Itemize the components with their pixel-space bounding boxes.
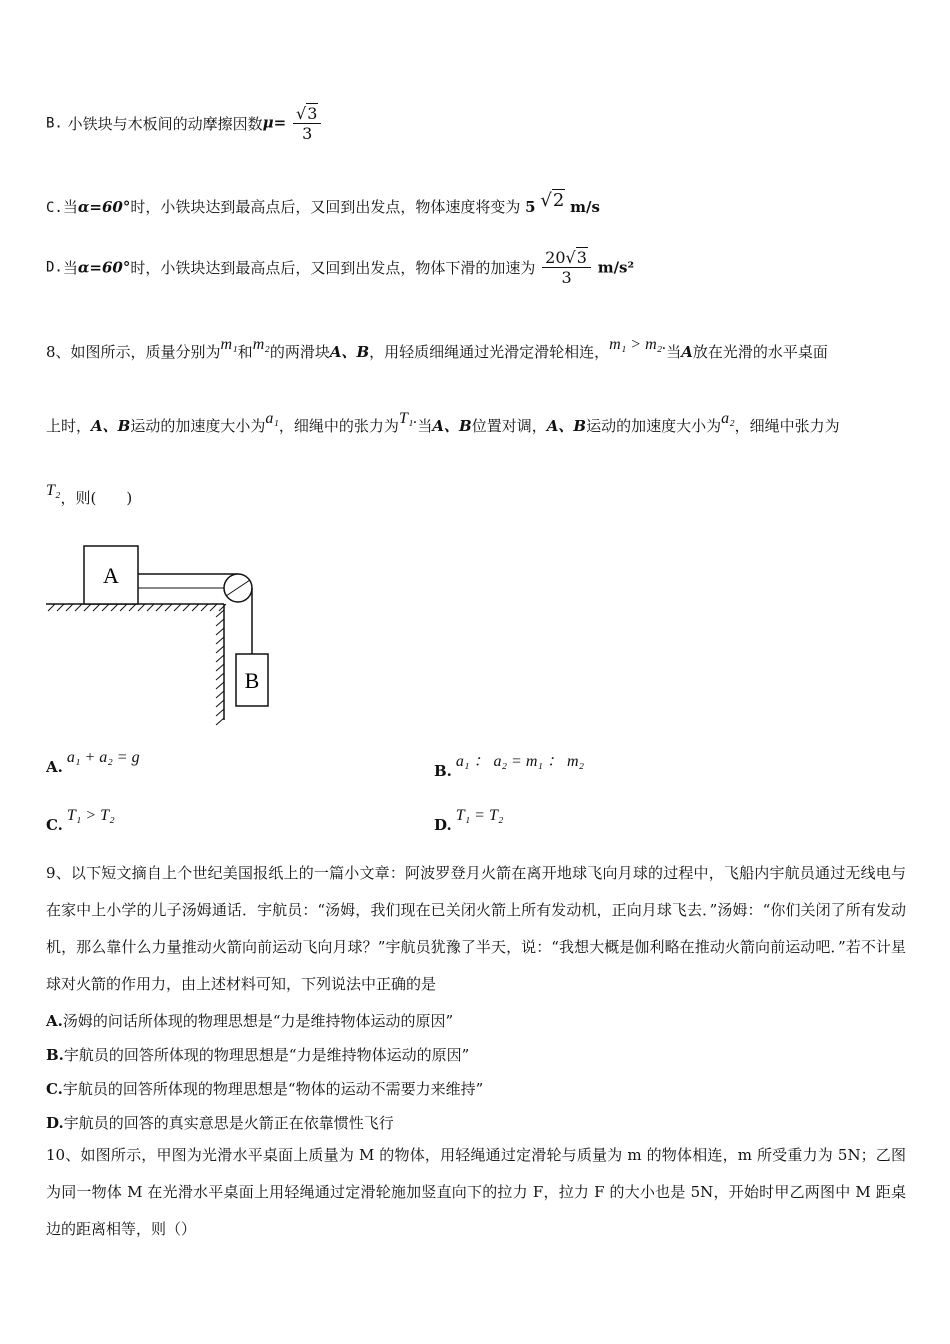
q8-option-a: A.a₁ + a₂ = g [46, 749, 140, 776]
q7-b-fraction: $\frac{√3}{3}$ [293, 104, 321, 143]
q7-c-text: 时，小铁块达到最高点后，又回到出发点，物体速度将变为 [130, 198, 521, 216]
q9-option-d: D.宇航员的回答的真实意思是火箭正在依靠惯性飞行 [46, 1114, 394, 1132]
q8-option-d: D.T₁ = T₂ [434, 807, 504, 834]
q9-option-b: B.宇航员的回答所体现的物理思想是“力是维持物体运动的原因” [46, 1046, 470, 1064]
q7-option-d: D.当α=60°时，小铁块达到最高点后，又回到出发点，物体下滑的加速为 $\frac{20√3}{3}$ m/s² [46, 248, 635, 287]
q8-option-b: B.a₁ ： a₂ = m₁ ： m₂ [434, 753, 585, 780]
q7-d-fraction: $\frac{20√3}{3}$ [542, 248, 591, 287]
q8-option-c: C.T₁ > T₂ [46, 807, 115, 834]
q7-b-mu: μ= [262, 113, 287, 132]
block-a-label: A [103, 563, 119, 588]
q8-stem-line1: 8、如图所示，质量分别为m₁和m₂的两滑块A、B，用轻质细绳通过光滑定滑轮相连，m₁ > m₂.当A放在光滑的水平桌面 [46, 336, 828, 361]
sqrt-icon: √3 [565, 248, 587, 267]
sqrt-icon: √2 [540, 190, 565, 211]
q7-option-b [46, 104, 323, 143]
q7-c-label: C. [46, 200, 63, 216]
q10-stem: 10、如图所示，甲图为光滑水平桌面上质量为 M 的物体，用轻绳通过定滑轮与质量为 m 的物体相连，m 所受重力为 5N；乙图为同一物体 M 在光滑水平桌面上用轻绳通过定滑轮施加竖直向下的拉力 F，拉力 F 的大小也是 5N，开始时甲乙两图中 M 距桌边的距离相等，则（） [46, 1146, 906, 1238]
q9-stem: 9、以下短文摘自上个世纪美国报纸上的一篇小文章：阿波罗登月火箭在离开地球飞向月球的过程中，飞船内宇航员通过无线电与在家中上小学的儿子汤姆通话．宇航员：“汤姆，我们现在已关闭火箭上所有发动机，正向月球飞去．”汤姆：“你们关闭了所有发动机，那么靠什么力量推动火箭向前运动飞向月球？”宇航员犹豫了半天，说：“我想大概是伽利略在推动火箭向前运动吧．”若不计星球对火箭的作用力，由上述材料可知，下列说法中正确的是 [46, 864, 906, 993]
q8-stem-line2: 上时，A、B运动的加速度大小为a₁，细绳中的张力为T₁.当A、B位置对调，A、B运动的加速度大小为a₂，细绳中张力为 [46, 410, 840, 435]
q8-figure [40, 538, 280, 728]
q7-c-alpha: α=60° [77, 198, 131, 216]
q7-d-label: D. [46, 259, 63, 276]
q7-b-label: B. [46, 115, 63, 132]
q8-stem-line3: T₂，则( ) [46, 482, 133, 507]
block-b-label: B [244, 668, 260, 693]
q7-b-text: 小铁块与木板间的动摩擦因数 [67, 115, 263, 133]
q7-d-text: 时，小铁块达到最高点后，又回到出发点，物体下滑的加速为 [130, 259, 536, 277]
q7-option-c: C.当α=60°时，小铁块达到最高点后，又回到出发点，物体速度将变为 5 √2 m/s [46, 190, 600, 216]
q9-option-a: A.汤姆的问话所体现的物理思想是“力是维持物体运动的原因” [46, 1012, 454, 1030]
table-surface [46, 604, 226, 725]
q9-option-c: C.宇航员的回答所体现的物理思想是“物体的运动不需要力来维持” [46, 1080, 484, 1098]
sqrt-icon: √3 [296, 104, 318, 123]
q7-d-alpha: α=60° [77, 258, 131, 277]
